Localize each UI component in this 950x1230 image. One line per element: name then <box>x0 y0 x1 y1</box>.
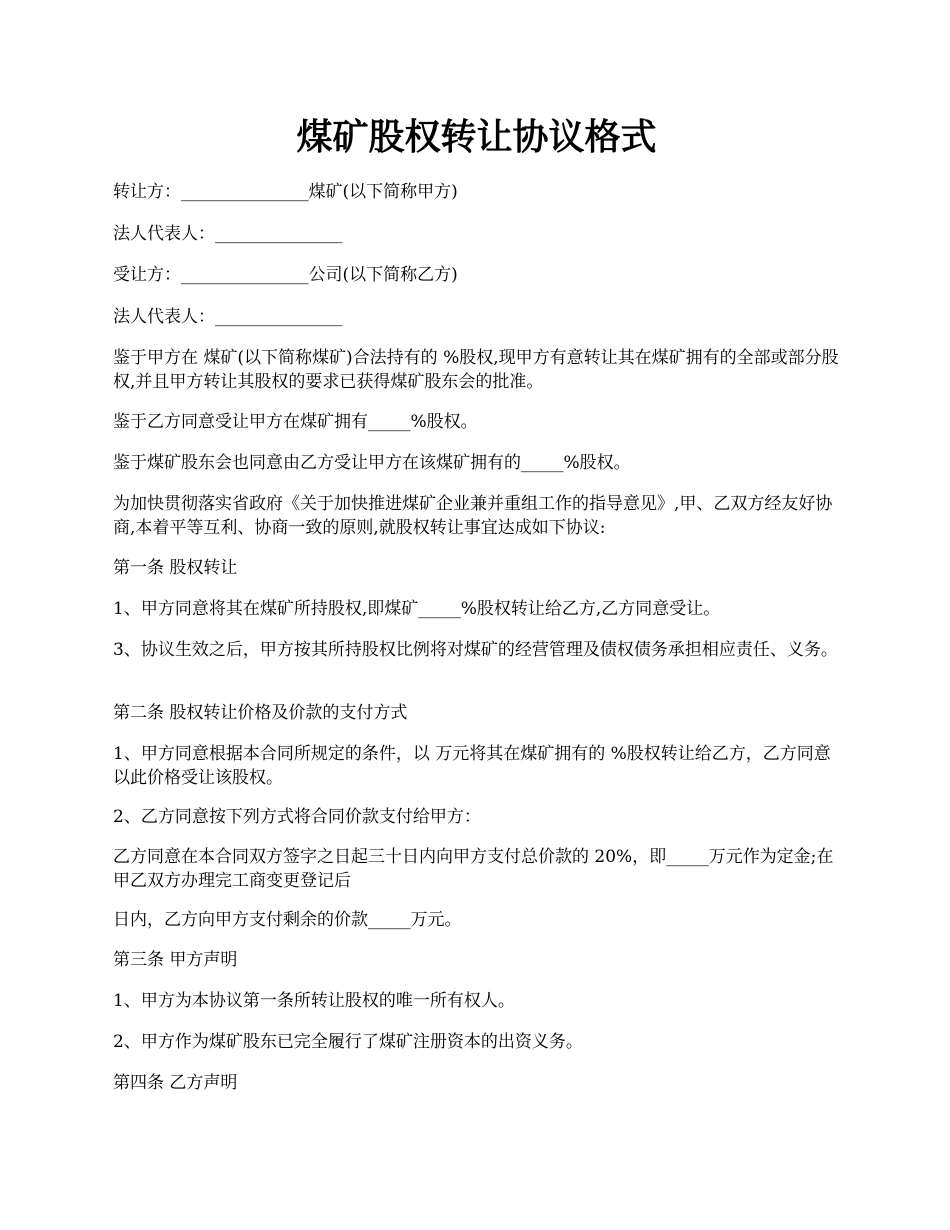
article-3-heading: 第三条 甲方声明 <box>113 950 238 970</box>
paragraph-transferor-legal-rep: 法人代表人：_______________ <box>113 224 343 244</box>
article-1-clause-1: 1、甲方同意将其在煤矿所持股权,即煤矿_____%股权转让给乙方,乙方同意受让。 <box>113 599 721 619</box>
document-title: 煤矿股权转让协议格式 <box>296 116 657 158</box>
paragraph-recital-2: 鉴于乙方同意受让甲方在煤矿拥有_____%股权。 <box>113 412 478 432</box>
paragraph-recital-3: 鉴于煤矿股东会也同意由乙方受让甲方在该煤矿拥有的_____%股权。 <box>113 453 631 473</box>
article-2-clause-1: 1、甲方同意根据本合同所规定的条件，以 万元将其在煤矿拥有的 %股权转让给乙方，乙方同意以此价格受让该股权。 <box>113 744 831 788</box>
article-4-heading: 第四条 乙方声明 <box>113 1073 238 1093</box>
article-2-payment-terms: 乙方同意在本合同双方签字之日起三十日内向甲方支付总价款的 20%，即_____万元作为定金;在甲乙双方办理完工商变更登记后 <box>113 847 834 891</box>
article-3-clause-1: 1、甲方为本协议第一条所转让股权的唯一所有权人。 <box>113 991 515 1011</box>
article-3-clause-2: 2、甲方作为煤矿股东已完全履行了煤矿注册资本的出资义务。 <box>113 1032 583 1052</box>
article-2-clause-2: 2、乙方同意按下列方式将合同价款支付给甲方： <box>113 807 481 827</box>
article-1-clause-3: 3、协议生效之后，甲方按其所持股权比例将对煤矿的经营管理及债权债务承担相应责任、义务。 <box>113 640 838 660</box>
paragraph-transferee-legal-rep: 法人代表人：_______________ <box>113 307 343 327</box>
article-2-balance-payment: 日内，乙方向甲方支付剩余的价款_____万元。 <box>113 910 462 930</box>
paragraph-transferor: 转让方：_______________煤矿(以下简称甲方) <box>113 182 458 202</box>
paragraph-transferee: 受让方：_______________公司(以下简称乙方) <box>113 265 458 285</box>
paragraph-recital-4: 为加快贯彻落实省政府《关于加快推进煤矿企业兼并重组工作的指导意见》,甲、乙双方经友好协商,本着平等互利、协商一致的原则,就股权转让事宜达成如下协议: <box>113 494 833 538</box>
article-1-heading: 第一条 股权转让 <box>113 558 238 578</box>
paragraph-recital-1: 鉴于甲方在 煤矿(以下简称煤矿)合法持有的 %股权,现甲方有意转让其在煤矿拥有的全部或部分股权,并且甲方转让其股权的要求已获得煤矿股东会的批准。 <box>113 348 839 392</box>
article-2-heading: 第二条 股权转让价格及价款的支付方式 <box>113 703 408 723</box>
